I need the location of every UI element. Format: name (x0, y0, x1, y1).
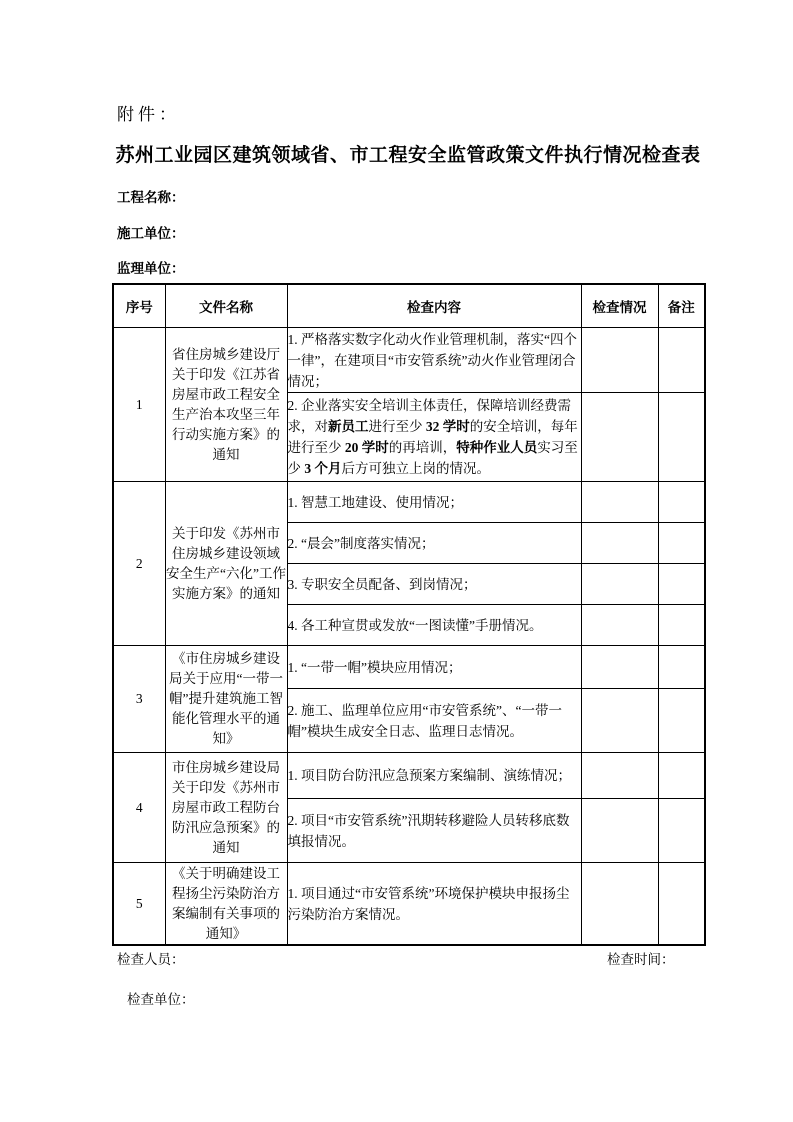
status-cell (581, 799, 658, 863)
note-cell (658, 393, 705, 482)
check-item-cell: 3. 专职安全员配备、到岗情况； (287, 564, 581, 605)
doc-name-cell: 《关于明确建设工程扬尘污染防治方案编制有关事项的通知》 (165, 863, 287, 946)
seq-cell: 4 (113, 753, 165, 863)
note-cell (658, 753, 705, 799)
check-item-text: 实习至少 (287, 440, 578, 476)
document-title: 苏州工业园区建筑领域省、市工程安全监管政策文件执行情况检查表 (115, 145, 701, 166)
bold-term: 特种作业人员 (456, 440, 538, 455)
check-item-text: 2. 企业落实安全培训主体责任，保障培训经费需求，对 (287, 398, 571, 434)
status-cell (581, 328, 658, 393)
header-doc-name: 文件名称 (165, 284, 287, 328)
inspection-unit-label: 检查单位： (127, 992, 195, 1007)
check-item-text: 的再培训， (388, 440, 457, 455)
table-row (113, 482, 705, 523)
header-check-content: 检查内容 (287, 284, 581, 328)
note-cell (658, 564, 705, 605)
status-cell (581, 863, 658, 946)
bold-term: 新员工 (328, 419, 369, 434)
header-note: 备注 (658, 284, 705, 328)
status-cell (581, 605, 658, 646)
doc-name-cell: 市住房城乡建设局关于印发《苏州市房屋市政工程防台防汛应急预案》的通知 (165, 753, 287, 863)
note-cell (658, 799, 705, 863)
bold-term: 20 学时 (344, 440, 389, 455)
check-item-cell: 1. 智慧工地建设、使用情况； (287, 482, 581, 523)
inspection-table (112, 283, 706, 946)
status-cell (581, 646, 658, 689)
seq-cell: 2 (113, 482, 165, 646)
doc-name-cell: 省住房城乡建设厅关于印发《江苏省房屋市政工程安全生产治本攻坚三年行动实施方案》的通知 (165, 328, 287, 482)
check-item-cell: 2. “晨会”制度落实情况； (287, 523, 581, 564)
inspection-table-container (112, 283, 704, 946)
note-cell (658, 689, 705, 753)
check-item-cell (287, 393, 581, 482)
seq-cell: 5 (113, 863, 165, 946)
check-item-cell: 1. 项目防台防汛应急预案方案编制、演练情况； (287, 753, 581, 799)
header-check-status: 检查情况 (581, 284, 658, 328)
note-cell (658, 328, 705, 393)
check-item-cell: 1. 项目通过“市安管系统”环境保护模块申报扬尘污染防治方案情况。 (287, 863, 581, 946)
check-item-text: 的安全培训，每年进行至少 (287, 419, 578, 455)
header-seq: 序号 (113, 284, 165, 328)
attachment-label: 附件： (117, 105, 180, 124)
note-cell (658, 523, 705, 564)
note-cell (658, 605, 705, 646)
construction-unit-label: 施工单位： (117, 226, 185, 241)
status-cell (581, 393, 658, 482)
supervision-unit-label: 监理单位： (117, 261, 185, 276)
status-cell (581, 689, 658, 753)
table-row (113, 863, 705, 946)
table-row (113, 646, 705, 689)
status-cell (581, 482, 658, 523)
bold-term: 3 个月 (304, 461, 342, 476)
seq-cell: 3 (113, 646, 165, 753)
check-item-text: 进行至少 (368, 419, 426, 434)
bold-term: 32 学时 (425, 419, 470, 434)
inspectors-label: 检查人员： (117, 952, 185, 967)
table-row (113, 753, 705, 799)
note-cell (658, 863, 705, 946)
inspection-time-label: 检查时间： (607, 952, 675, 967)
check-item-cell: 2. 项目“市安管系统”汛期转移避险人员转移底数填报情况。 (287, 799, 581, 863)
check-item-text: 后方可独立上岗的情况。 (341, 461, 490, 476)
table-row (113, 328, 705, 393)
note-cell (658, 646, 705, 689)
seq-cell: 1 (113, 328, 165, 482)
doc-name-cell: 关于印发《苏州市住房城乡建设领域安全生产“六化”工作实施方案》的通知 (165, 482, 287, 646)
doc-name-cell: 《市住房城乡建设局关于应用“一带一帽”提升建筑施工智能化管理水平的通知》 (165, 646, 287, 753)
table-header-row (113, 284, 705, 328)
project-name-label: 工程名称： (117, 190, 185, 205)
status-cell (581, 523, 658, 564)
note-cell (658, 482, 705, 523)
check-item-cell: 4. 各工种宣贯或发放“一图读懂”手册情况。 (287, 605, 581, 646)
check-item-cell: 2. 施工、监理单位应用“市安管系统”、“一带一帽”模块生成安全日志、监理日志情况。 (287, 689, 581, 753)
status-cell (581, 564, 658, 605)
check-item-cell: 1. “一带一帽”模块应用情况； (287, 646, 581, 689)
check-item-cell: 1. 严格落实数字化动火作业管理机制，落实“四个一律”，在建项目“市安管系统”动火作业管理闭合情况； (287, 328, 581, 393)
status-cell (581, 753, 658, 799)
